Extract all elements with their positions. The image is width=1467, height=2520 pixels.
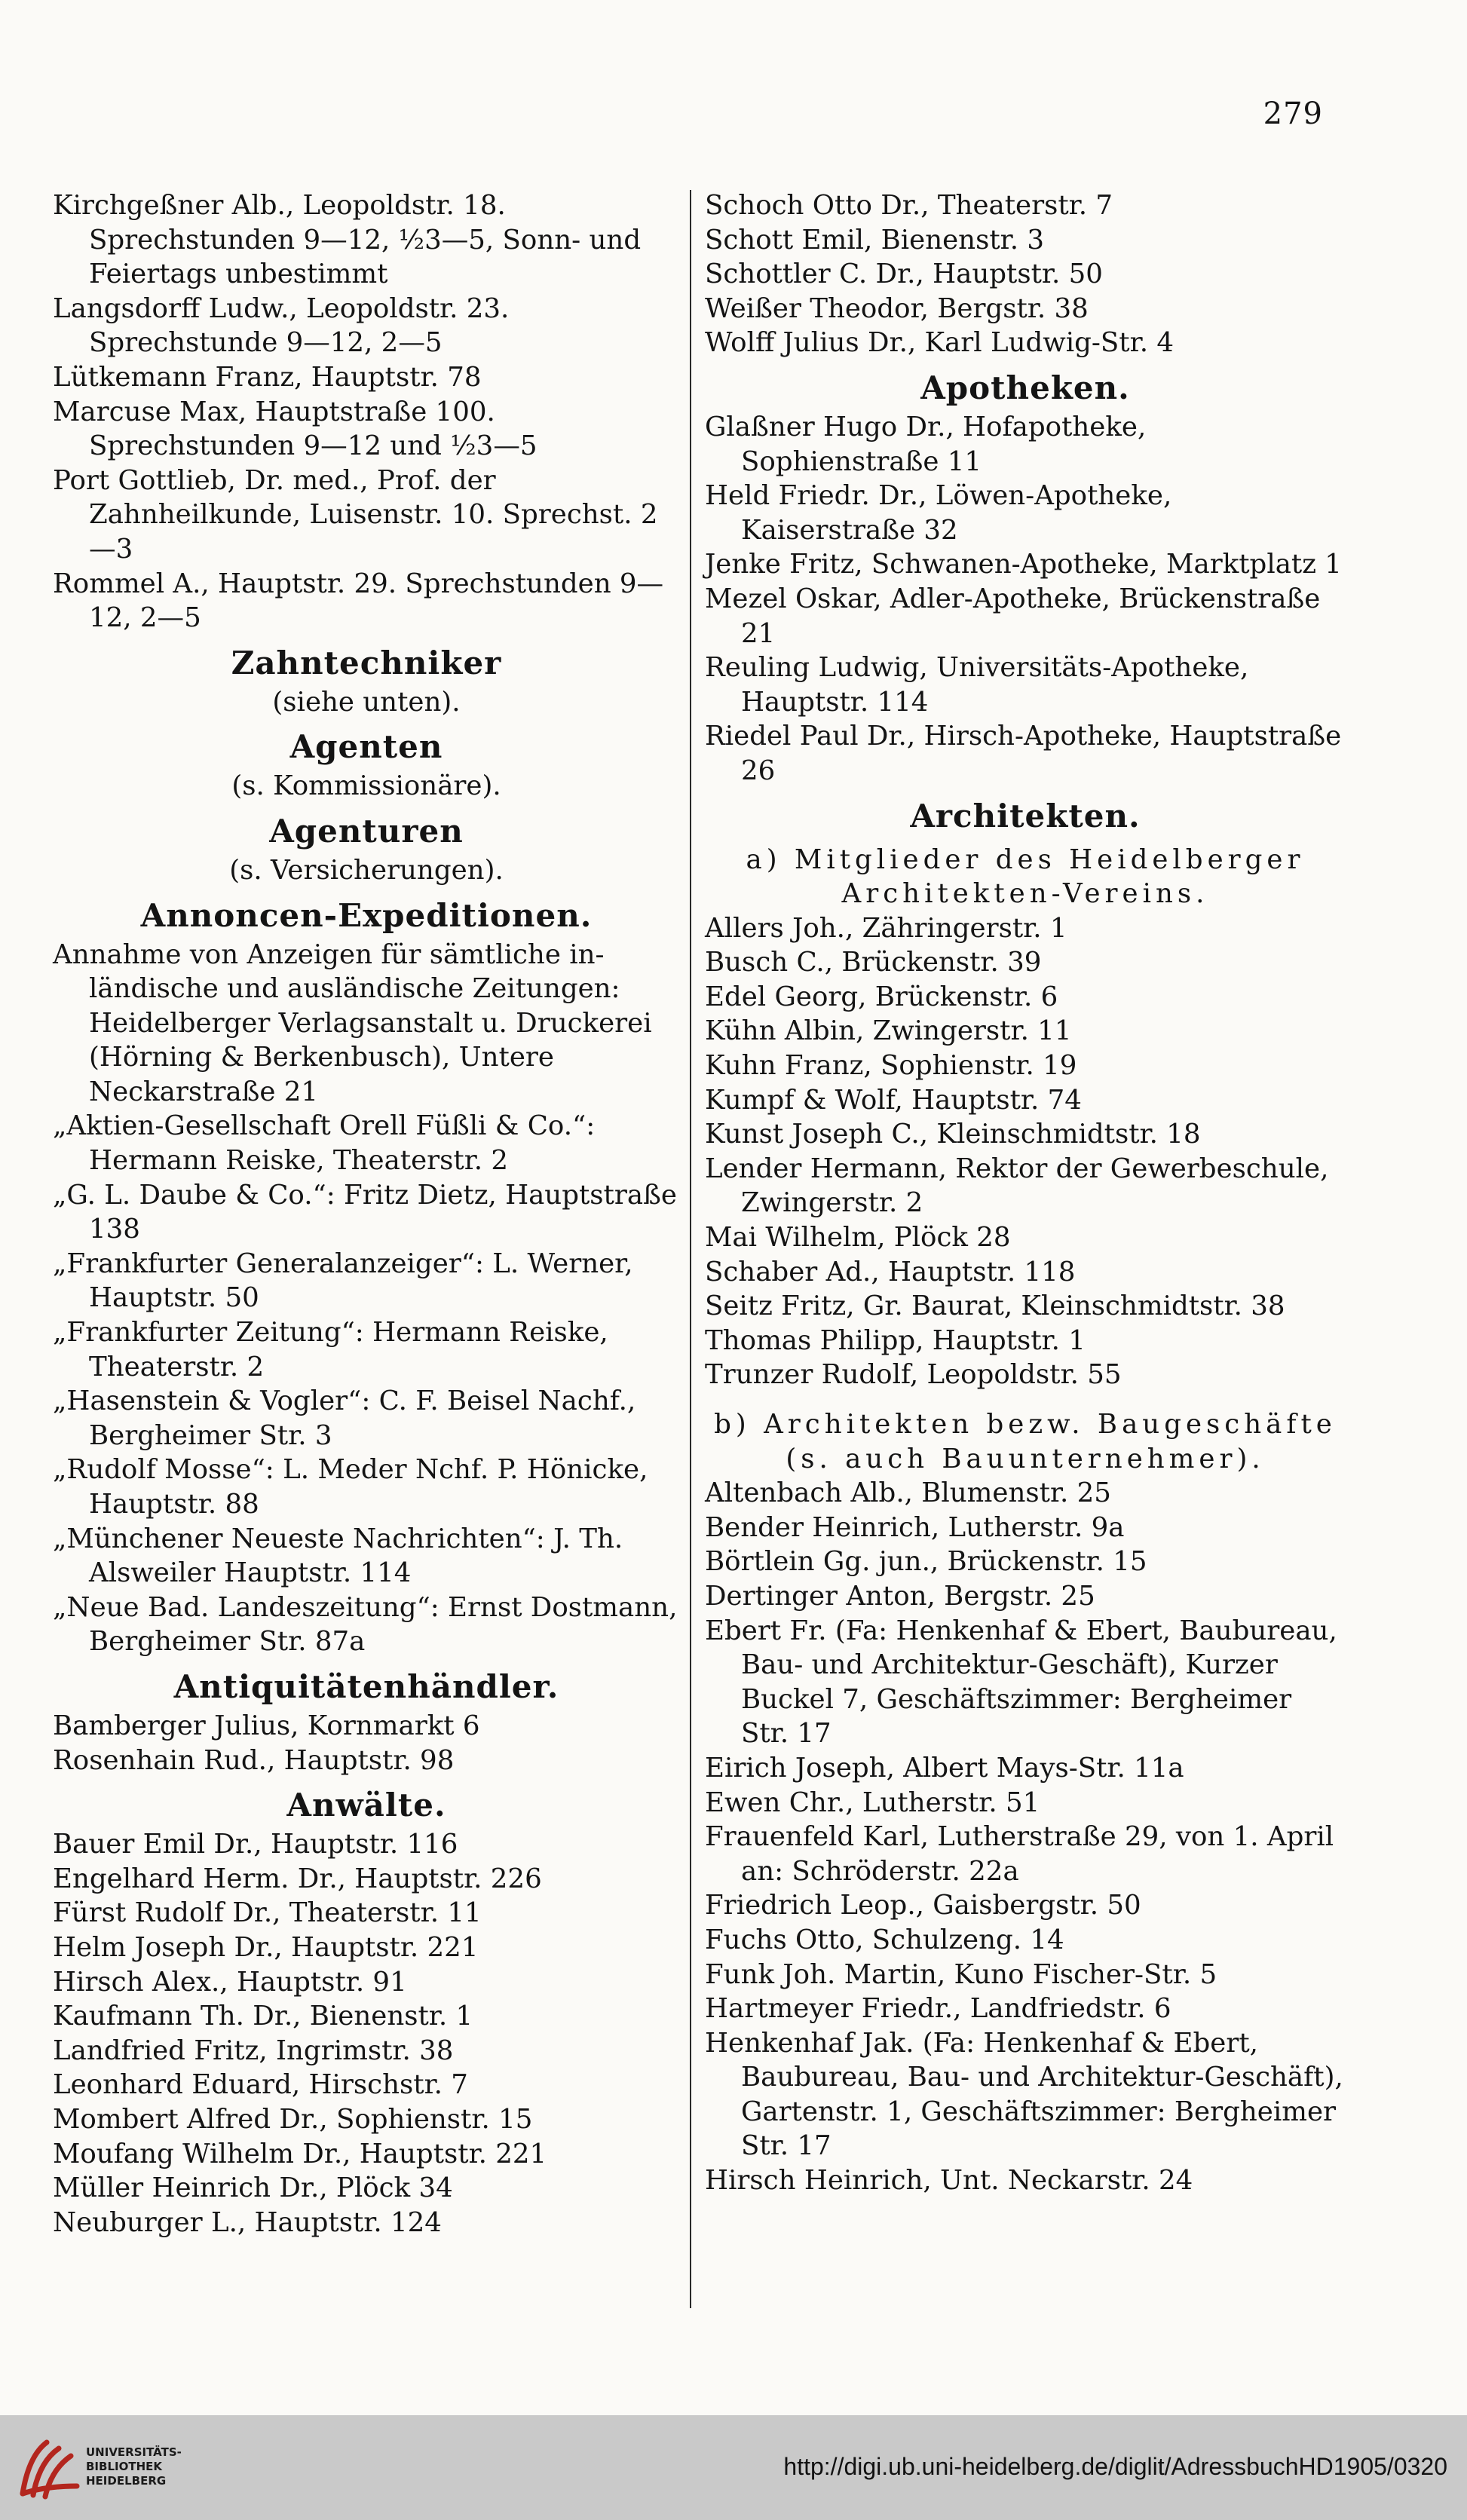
directory-entry: Fürst Rudolf Dr., Theaterstr. 11 [53, 1897, 482, 1929]
directory-entry: „Rudolf Mosse“: L. Meder Nchf. P. Hönicke, Hauptstr. 88 [53, 1454, 648, 1520]
directory-entry: Weißer Theodor, Bergstr. 38 [705, 292, 1089, 324]
directory-entry: Trunzer Rudolf, Leopoldstr. 55 [705, 1359, 1122, 1391]
directory-entry: Allers Joh., Zähringerstr. 1 [705, 912, 1067, 944]
footer-bar [0, 2415, 1467, 2520]
column-divider [690, 190, 691, 2308]
university-library-logo-icon [15, 2433, 81, 2500]
directory-entry: Seitz Fritz, Gr. Baurat, Kleinschmidtstr. 38 [705, 1291, 1285, 1322]
directory-entry: Schott Emil, Bienenstr. 3 [705, 224, 1044, 256]
directory-entry: Glaßner Hugo Dr., Hofapotheke, Sophienstraße 11 [705, 411, 1147, 477]
directory-entry: Kuhn Franz, Sophienstr. 19 [705, 1050, 1077, 1082]
directory-entry: Friedrich Leop., Gaisbergstr. 50 [705, 1890, 1141, 1921]
directory-entry: Kaufmann Th. Dr., Bienenstr. 1 [53, 2001, 473, 2032]
directory-entry: Edel Georg, Brückenstr. 6 [705, 981, 1058, 1012]
directory-entry: Helm Joseph Dr., Hauptstr. 221 [53, 1931, 479, 1963]
source-url-link[interactable]: http://digi.ub.uni-heidelberg.de/diglit/AdressbuchHD1905/0320 [783, 2453, 1447, 2480]
library-name [86, 2445, 182, 2488]
section-heading: Architekten. [910, 797, 1141, 834]
directory-entry: Annahme von Anzeigen für sämtliche in- ländische und ausländische Zeitungen: Heidelberger Verlagsanstalt u. Druckerei (Hörning & Berkenbusch), Untere Neckarstraße 21 [53, 938, 652, 1107]
directory-entry: Ewen Chr., Lutherstr. 51 [705, 1787, 1040, 1818]
directory-entry: Kühn Albin, Zwingerstr. 11 [705, 1015, 1072, 1047]
library-name-line: HEIDELBERG [86, 2474, 167, 2488]
section-heading: Agenturen [269, 812, 464, 850]
directory-entry: Bamberger Julius, Kornmarkt 6 [53, 1710, 480, 1741]
directory-entry: Landfried Fritz, Ingrimstr. 38 [53, 2035, 454, 2066]
cross-reference-note: (s. Versicherungen). [229, 854, 504, 886]
directory-entry: Schoch Otto Dr., Theaterstr. 7 [705, 190, 1113, 221]
directory-entry: „Münchener Neueste Nachrichten“: J. Th. Alsweiler Hauptstr. 114 [53, 1523, 623, 1589]
directory-entry: „G. L. Daube & Co.“: Fritz Dietz, Hauptstraße 138 [53, 1179, 677, 1245]
directory-entry: Engelhard Herm. Dr., Hauptstr. 226 [53, 1863, 542, 1894]
directory-entry: Busch C., Brückenstr. 39 [705, 947, 1042, 978]
directory-entry: Schaber Ad., Hauptstr. 118 [705, 1256, 1076, 1288]
directory-entry: Mai Wilhelm, Plöck 28 [705, 1222, 1011, 1254]
library-name-line: UNIVERSITÄTS- [86, 2445, 182, 2459]
directory-entry: „Neue Bad. Landeszeitung“: Ernst Dostmann, Bergheimer Str. 87a [53, 1591, 678, 1658]
directory-entry: Schottler C. Dr., Hauptstr. 50 [705, 259, 1103, 290]
directory-entry: Kunst Joseph C., Kleinschmidtstr. 18 [705, 1119, 1201, 1150]
directory-entry: Altenbach Alb., Blumenstr. 25 [705, 1477, 1111, 1509]
directory-entry: Jenke Fritz, Schwanen-Apotheke, Marktplatz 1 [705, 549, 1342, 580]
section-heading: Agenten [289, 728, 443, 766]
directory-entry: Lütkemann Franz, Hauptstr. 78 [53, 361, 482, 393]
directory-entry: „Hasenstein & Vogler“: C. F. Beisel Nachf., Bergheimer Str. 3 [53, 1386, 636, 1451]
directory-entry: Reuling Ludwig, Universitäts-Apotheke, Hauptstr. 114 [705, 652, 1249, 718]
directory-entry: Henkenhaf Jak. (Fa: Henkenhaf & Ebert, Baubureau, Bau- und Architektur-Geschäft), Gartenstr. 1, Geschäftszimmer: Bergheimer Str. 17 [705, 2027, 1343, 2162]
directory-entry: „Aktien-Gesellschaft Orell Füßli & Co.“: Hermann Reiske, Theaterstr. 2 [53, 1110, 596, 1177]
directory-entry: Held Friedr. Dr., Löwen-Apotheke, Kaiserstraße 32 [705, 480, 1172, 546]
directory-entry: Mezel Oskar, Adler-Apotheke, Brückenstraße 21 [705, 583, 1321, 649]
directory-entry: Rosenhain Rud., Hauptstr. 98 [53, 1744, 455, 1776]
directory-entry: Riedel Paul Dr., Hirsch-Apotheke, Hauptstraße 26 [705, 721, 1342, 786]
directory-entry: Langsdorff Ludw., Leopoldstr. 23. Sprechstunde 9—12, 2—5 [53, 292, 510, 359]
directory-entry: Neuburger L., Hauptstr. 124 [53, 2206, 442, 2238]
directory-entry: Börtlein Gg. jun., Brückenstr. 15 [705, 1546, 1147, 1578]
directory-entry: Lender Hermann, Rektor der Gewerbeschule, Zwingerstr. 2 [705, 1153, 1329, 1219]
library-name-line: BIBLIOTHEK [86, 2460, 162, 2473]
directory-entry: Port Gottlieb, Dr. med., Prof. der Zahnheilkunde, Luisenstr. 10. Sprechst. 2—3 [53, 464, 658, 565]
directory-entry: Eirich Joseph, Albert Mays-Str. 11a [705, 1752, 1184, 1784]
directory-entry: Hirsch Alex., Hauptstr. 91 [53, 1966, 407, 1998]
section-heading: Apotheken. [920, 369, 1130, 406]
directory-entry: Bender Heinrich, Lutherstr. 9a [705, 1511, 1125, 1543]
directory-entry: Mombert Alfred Dr., Sophienstr. 15 [53, 2103, 533, 2135]
right-column [705, 188, 1346, 2325]
directory-entry: Frauenfeld Karl, Lutherstraße 29, von 1. April an: Schröderstr. 22a [705, 1821, 1334, 1887]
section-heading: Annoncen-Expeditionen. [140, 896, 593, 934]
directory-entry: „Frankfurter Generalanzeiger“: L. Werner, Hauptstr. 50 [53, 1248, 633, 1314]
cross-reference-note: (s. Kommissionäre). [231, 770, 501, 802]
section-subheading: b) Architekten bezw. Baugeschäfte (s. auch Bauunternehmer). [714, 1409, 1337, 1474]
directory-entry: Moufang Wilhelm Dr., Hauptstr. 221 [53, 2138, 547, 2169]
directory-entry: Rommel A., Hauptstr. 29. Sprechstunden 9—12, 2—5 [53, 568, 664, 634]
directory-entry: Fuchs Otto, Schulzeng. 14 [705, 1924, 1064, 1955]
directory-entry: Funk Joh. Martin, Kuno Fischer-Str. 5 [705, 1958, 1217, 1990]
section-heading: Antiquitätenhändler. [173, 1667, 559, 1705]
page-number: 279 [1263, 96, 1323, 131]
directory-entry: Ebert Fr. (Fa: Henkenhaf & Ebert, Baubureau, Bau- und Architektur-Geschäft), Kurzer Buckel 7, Geschäftszimmer: Bergheimer Str. 17 [705, 1615, 1337, 1750]
directory-entry: Bauer Emil Dr., Hauptstr. 116 [53, 1829, 458, 1860]
directory-entry: Hirsch Heinrich, Unt. Neckarstr. 24 [705, 2165, 1193, 2197]
directory-entry: Kirchgeßner Alb., Leopoldstr. 18. Sprechstunden 9—12, ½3—5, Sonn- und Feiertags unbestimmt [53, 190, 642, 290]
section-heading: Zahntechniker [231, 644, 502, 681]
directory-entry: „Frankfurter Zeitung“: Hermann Reiske, Theaterstr. 2 [53, 1317, 608, 1382]
spacer [705, 1392, 1346, 1403]
directory-entry: Kumpf & Wolf, Hauptstr. 74 [705, 1084, 1082, 1116]
section-heading: Anwälte. [286, 1787, 446, 1824]
directory-entry: Wolff Julius Dr., Karl Ludwig-Str. 4 [705, 327, 1174, 359]
directory-entry: Marcuse Max, Hauptstraße 100. Sprechstunden 9—12 und ½3—5 [53, 396, 537, 462]
section-subheading: a) Mitglieder des Heidelberger Architekten-Vereins. [746, 844, 1305, 910]
directory-entry: Thomas Philipp, Hauptstr. 1 [705, 1324, 1086, 1356]
directory-entry: Müller Heinrich Dr., Plöck 34 [53, 2172, 453, 2204]
directory-entry: Leonhard Eduard, Hirschstr. 7 [53, 2069, 468, 2101]
directory-entry: Hartmeyer Friedr., Landfriedstr. 6 [705, 1993, 1171, 2025]
directory-entry: Dertinger Anton, Bergstr. 25 [705, 1580, 1095, 1612]
left-column [53, 188, 680, 2325]
cross-reference-note: (siehe unten). [272, 686, 461, 718]
